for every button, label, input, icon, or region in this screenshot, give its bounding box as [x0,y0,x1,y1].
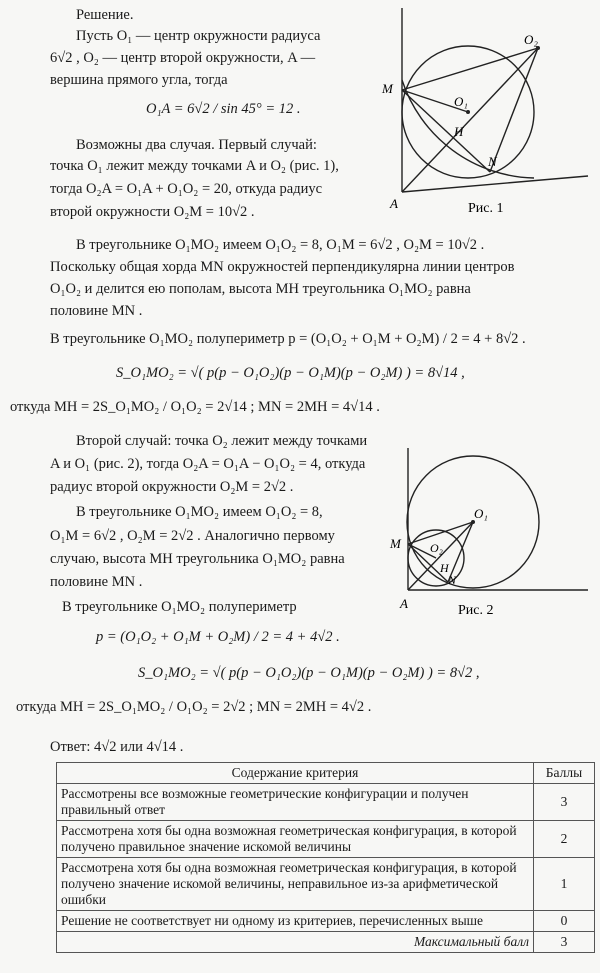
case2-line-7: половине MN . [50,574,143,590]
case2-line-10: S_O₁MO₂ = √( p(p − O₁O₂)(p − O₁M)(p − O₂M) ) = 8√2 , [138,665,480,681]
fig2-label-o1: O₁ [474,506,488,521]
intro-line-2: 6√2 , O₂ — центр второй окружности, A — [50,50,316,66]
case1-line-3: тогда O₂A = O₁A + O₁O₂ = 20, откуда радиус [50,181,323,197]
case1-line-11: откуда MH = 2S_O₁MO₂ / O₁O₂ = 2√14 ; MN = 2MH = 4√14 . [10,399,380,415]
fig1-caption: Рис. 1 [468,201,504,216]
criteria-text: Решение не соответствует ни одному из критериев, перечисленных выше [57,911,534,932]
table-row [57,911,595,932]
solution-title: Решение. [76,7,134,23]
figure-1 [378,0,600,230]
fig1-circle-o2-arc [402,80,534,178]
case2-line-4: В треугольнике O₁MO₂ имеем O₁O₂ = 8, [76,504,323,520]
table-row [57,784,595,821]
fig2-label-m: M [390,536,401,551]
criteria-text: Рассмотрена хотя бы одна возможная геометрическая конфигурация, в которой получено значение искомой величины, неправильное из-за арифметической ошибки [57,858,534,911]
case2-line-2: A и O₁ (рис. 2), тогда O₂A = O₁A − O₁O₂ = 4, откуда [50,456,366,472]
case2-line-11: откуда MH = 2S_O₁MO₂ / O₁O₂ = 2√2 ; MN = 2MH = 4√2 . [16,699,372,715]
case2-line-1: Второй случай: точка O₂ лежит между точками [76,433,368,449]
case1-line-7: O₁O₂ и делится ею пополам, высота MH треугольника O₁MO₂ равна [50,281,471,297]
fig1-label-o1: O₁ [454,94,468,109]
fig2-caption: Рис. 2 [458,603,494,618]
criteria-max-label: Максимальный балл [57,932,534,953]
intro-line-3: вершина прямого угла, тогда [50,72,228,88]
case2-line-3: радиус второй окружности O₂M = 2√2 . [50,479,294,495]
fig2-label-n: N [448,573,457,587]
formula-o1a: O₁A = 6√2 / sin 45° = 12 . [146,101,301,117]
case1-line-9: В треугольнике O₁MO₂ полупериметр p = (O₁O₂ + O₁M + O₂M) / 2 = 4 + 8√2 . [50,331,526,347]
case1-line-5: В треугольнике O₁MO₂ имеем O₁O₂ = 8, O₁M = 6√2 , O₂M = 10√2 . [76,237,485,253]
criteria-points: 3 [534,784,595,821]
table-row [57,858,595,911]
fig2-label-o2: O₂ [430,541,443,555]
criteria-header-row [57,763,595,784]
fig1-label-n: N [488,154,497,169]
criteria-text: Рассмотрены все возможные геометрические конфигурации и получен правильный ответ [57,784,534,821]
case1-line-6: Поскольку общая хорда MN окружностей перпендикулярна линии центров [50,259,515,275]
criteria-header-points: Баллы [534,763,595,784]
case2-line-9: p = (O₁O₂ + O₁M + O₂M) / 2 = 4 + 4√2 . [96,629,340,645]
criteria-max-row [57,932,595,953]
criteria-points: 0 [534,911,595,932]
fig2-label-a: A [400,596,408,611]
fig1-label-m: M [382,81,393,96]
case2-line-6: случаю, высота MH треугольника O₁MO₂ равна [50,551,345,567]
case1-line-4: второй окружности O₂M = 10√2 . [50,204,255,220]
case2-line-8: В треугольнике O₁MO₂ полупериметр [62,599,297,615]
criteria-text: Рассмотрена хотя бы одна возможная геометрическая конфигурация, в которой получено правильное значение искомой величины [57,821,534,858]
table-row [57,821,595,858]
criteria-max-points: 3 [534,932,595,953]
intro-line-1: Пусть O₁ — центр окружности радиуса [76,28,321,44]
figure-2 [388,448,600,628]
case2-line-5: O₁M = 6√2 , O₂M = 2√2 . Аналогично первому [50,528,335,544]
criteria-table [56,762,595,953]
case1-line-2: точка O₁ лежит между точками A и O₂ (рис. 1), [50,158,339,174]
fig1-label-o2: O₂ [524,32,538,47]
fig1-axis-horizontal [402,176,588,192]
case1-line-10: S_O₁MO₂ = √( p(p − O₁O₂)(p − O₁M)(p − O₂M) ) = 8√14 , [116,365,465,381]
cases-line: Возможны два случая. Первый случай: [76,137,317,153]
answer-line: Ответ: 4√2 или 4√14 . [50,739,184,755]
fig2-label-h: H [440,561,449,575]
criteria-points: 2 [534,821,595,858]
criteria-points: 1 [534,858,595,911]
criteria-header-content: Содержание критерия [57,763,534,784]
fig1-label-h: H [454,124,464,139]
case1-line-8: половине MN . [50,303,143,319]
fig1-label-a: A [390,196,398,211]
